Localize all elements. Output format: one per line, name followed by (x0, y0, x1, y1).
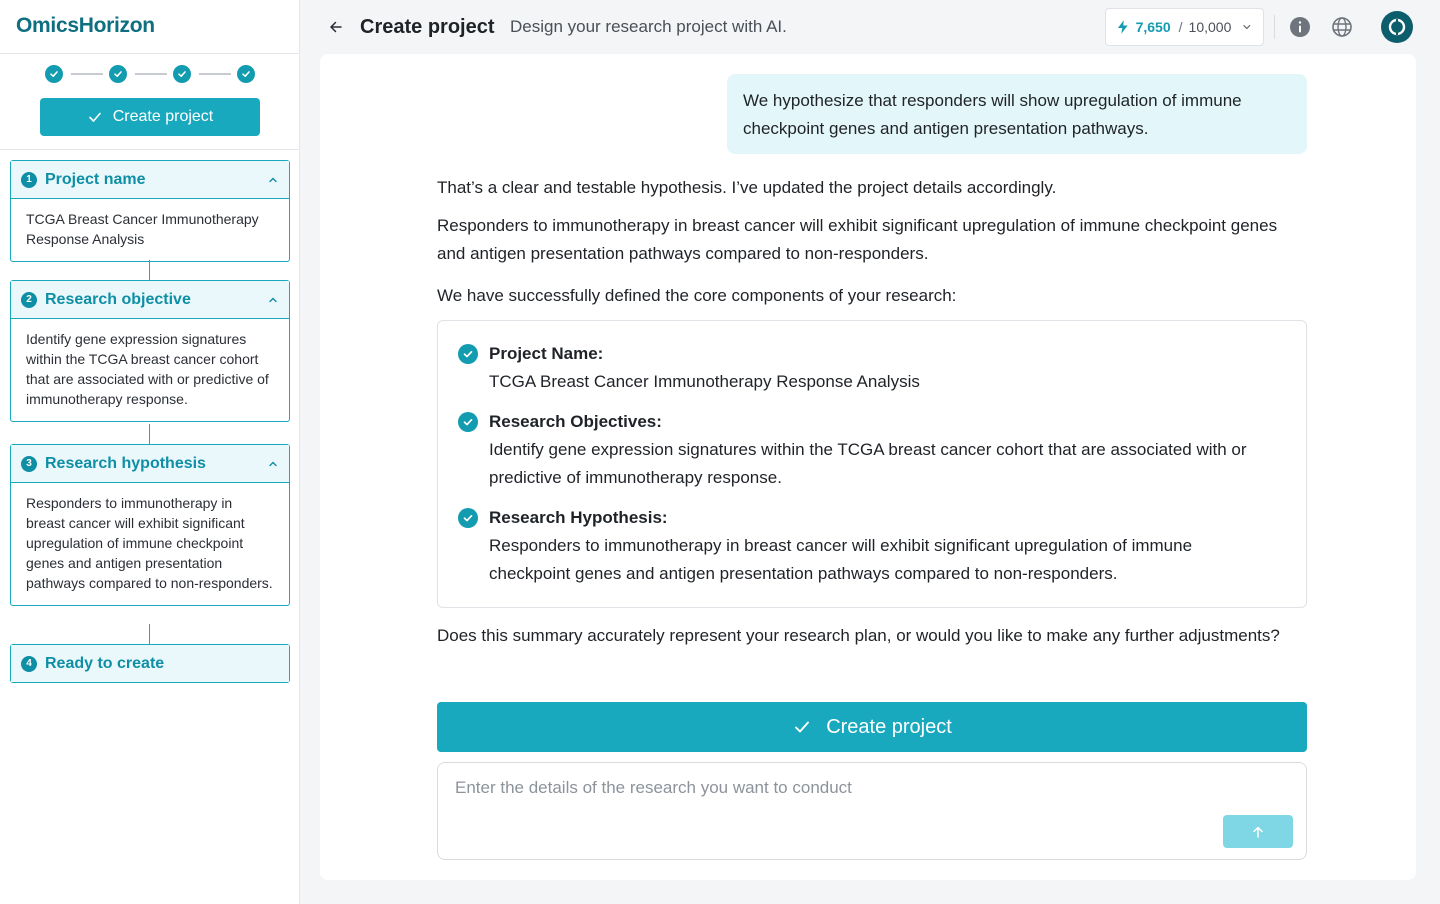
step-1-done-icon (45, 65, 63, 83)
summary-item-title: Project Name: (489, 344, 604, 363)
summary-item-value: Responders to immunotherapy in breast cancer will exhibit significant upregulation of immune checkpoint genes and antigen presentation pathways compared to non-responders. (489, 536, 1193, 583)
back-arrow-icon[interactable] (326, 17, 346, 37)
globe-icon[interactable] (1331, 16, 1353, 38)
page-subtitle: Design your research project with AI. (510, 17, 787, 36)
chat-panel (320, 54, 1416, 880)
card-connector (149, 260, 150, 280)
step-card-body: Identify gene expression signatures within the TCGA breast cancer cohort that are associated with or predictive of immunotherapy response. (11, 318, 289, 421)
user-avatar[interactable] (1381, 11, 1413, 43)
step-card-title: Ready to create (45, 654, 165, 672)
chevron-up-icon[interactable] (267, 458, 279, 470)
summary-item-research-hypothesis (458, 504, 1278, 588)
step-number-badge: 3 (21, 456, 37, 472)
summary-item-project-name (458, 340, 1278, 396)
chevron-up-icon[interactable] (267, 294, 279, 306)
divider (0, 149, 299, 150)
step-2-done-icon (109, 65, 127, 83)
check-icon (792, 717, 812, 737)
step-card-ready-to-create (10, 644, 290, 683)
summary-item-value: Identify gene expression signatures within the TCGA breast cancer cohort that are associated with or predictive of immunotherapy response. (489, 440, 1247, 487)
step-card-header[interactable] (11, 161, 289, 198)
create-project-label: Create project (826, 715, 952, 738)
check-icon (87, 109, 103, 125)
create-project-button[interactable] (437, 702, 1307, 752)
check-circle-icon (458, 412, 478, 432)
step-card-title: Project name (45, 170, 146, 188)
page-title: Create project (360, 16, 495, 38)
step-card-header[interactable] (11, 281, 289, 318)
step-card-header[interactable] (11, 645, 289, 682)
header-divider (1274, 15, 1275, 39)
credits-dropdown[interactable] (1105, 8, 1264, 46)
progress-stepper (0, 54, 299, 94)
top-header (300, 0, 1440, 54)
check-circle-icon (458, 344, 478, 364)
research-details-input[interactable] (455, 777, 1285, 807)
credits-used: 7,650 (1135, 19, 1171, 35)
user-message-bubble: We hypothesize that responders will show upregulation of immune checkpoint genes and antigen presentation pathways. (727, 74, 1307, 154)
summary-item-title: Research Hypothesis: (489, 508, 668, 527)
check-circle-icon (458, 508, 478, 528)
send-button[interactable] (1223, 815, 1293, 848)
credits-separator: / (1178, 19, 1183, 35)
assistant-intro-text: That’s a clear and testable hypothesis. I’ve updated the project details accordingly. (437, 178, 1057, 197)
lightning-bolt-icon (1116, 19, 1130, 35)
step-connector (71, 73, 103, 75)
step-number-badge: 4 (21, 656, 37, 672)
step-4-done-icon (237, 65, 255, 83)
sidebar-create-project-label: Create project (112, 108, 214, 125)
step-card-body: Responders to immunotherapy in breast cancer will exhibit significant upregulation of immune checkpoint genes and antigen presentation pathways compared to non-responders. (11, 482, 289, 605)
research-summary-box (437, 320, 1307, 608)
card-connector (149, 424, 150, 444)
chevron-down-icon (1241, 21, 1253, 33)
step-card-title: Research hypothesis (45, 454, 206, 472)
step-card-header[interactable] (11, 445, 289, 482)
message-composer (437, 762, 1307, 860)
step-number-badge: 2 (21, 292, 37, 308)
summary-item-value: TCGA Breast Cancer Immunotherapy Response Analysis (489, 372, 920, 391)
step-card-body: TCGA Breast Cancer Immunotherapy Response Analysis (11, 198, 289, 261)
summary-item-title: Research Objectives: (489, 412, 662, 431)
step-card-research-hypothesis (10, 444, 290, 606)
app-logo[interactable]: OmicsHorizon (0, 0, 299, 54)
step-card-project-name (10, 160, 290, 262)
arrow-up-icon (1251, 825, 1265, 839)
step-connector (199, 73, 231, 75)
chevron-up-icon[interactable] (267, 174, 279, 186)
step-card-research-objective (10, 280, 290, 422)
credits-total: 10,000 (1188, 19, 1232, 35)
summary-item-research-objectives (458, 408, 1278, 492)
step-connector (135, 73, 167, 75)
avatar-logo-icon (1387, 17, 1407, 37)
step-3-done-icon (173, 65, 191, 83)
info-icon[interactable] (1289, 16, 1311, 38)
step-card-title: Research objective (45, 290, 191, 308)
assistant-hypothesis-text: Responders to immunotherapy in breast cancer will exhibit significant upregulation of immune checkpoint genes and antigen presentation pathways compared to non-responders. (437, 216, 1278, 263)
step-number-badge: 1 (21, 172, 37, 188)
assistant-defined-text: We have successfully defined the core components of your research: (437, 286, 957, 305)
assistant-question-text: Does this summary accurately represent your research plan, or would you like to make any further adjustments? (437, 626, 1280, 645)
sidebar (0, 0, 300, 904)
card-connector (149, 624, 150, 644)
sidebar-create-project-button[interactable] (40, 98, 260, 136)
